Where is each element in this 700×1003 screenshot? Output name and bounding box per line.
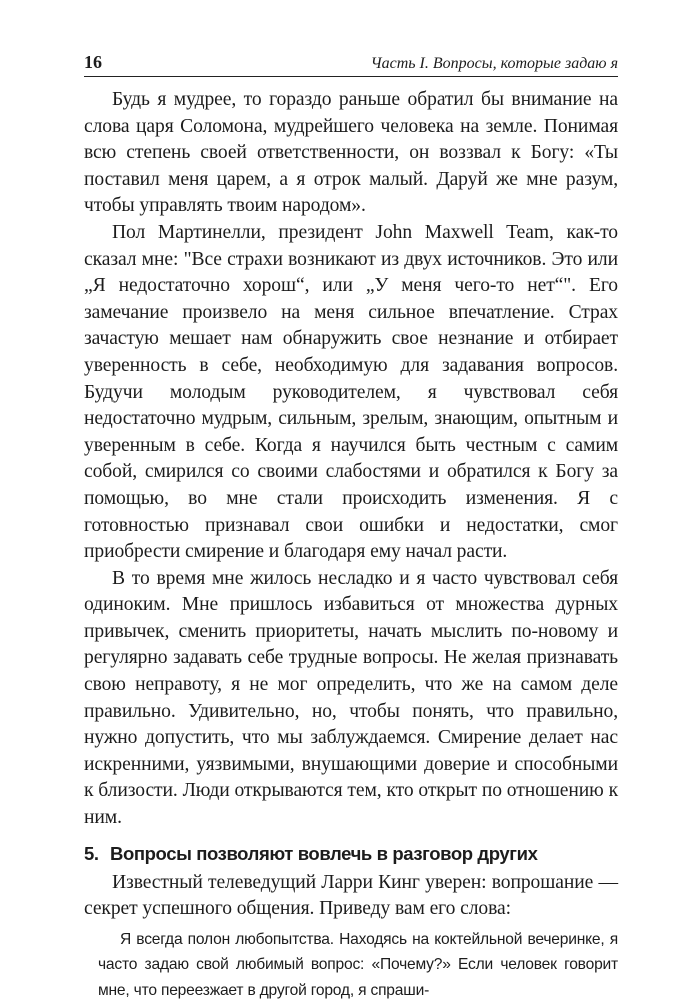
page-header bbox=[84, 46, 618, 77]
page-body bbox=[84, 87, 618, 1003]
section-number: 5. bbox=[84, 842, 99, 864]
block-quote: Я всегда полон любопытства. Находясь на коктейльной вечеринке, я часто задаю свой любимый вопрос: «Почему?» Если человек говорит мне, что переезжает в другой город, я спраши- bbox=[98, 930, 618, 999]
section-title: Вопросы позволяют вовлечь в разговор других bbox=[110, 842, 538, 864]
paragraph-3: В то время мне жилось несладко и я часто чувствовал себя одиноким. Мне пришлось избавиться от множества дурных привычек, сменить приоритеты, начать мыслить по-новому и регулярно задавать себе трудные вопросы. Не желая признавать свою неправоту, я не мог определить, что же на самом деле правильно. Удивительно, но, чтобы понять, что правильно, нужно допустить, что мы заблуждаемся. Смирение делает нас искренними, уязвимыми, внушающими доверие и способными к близости. Люди открываются тем, кто открыт по отношению к ним. bbox=[84, 567, 618, 829]
section-heading bbox=[84, 840, 618, 867]
section-paragraph: Известный телеведущий Ларри Кинг уверен: вопрошание — секрет успешного общения. Приведу вам его слова: bbox=[84, 871, 618, 920]
paragraph-1: Будь я мудрее, то гораздо раньше обратил бы внимание на слова царя Соломона, мудрейшего человека на земле. Понимая всю степень своей ответственности, он воззвал к Богу: «Ты поставил меня царем, а я отрок малый. Даруй же мне разум, чтобы управлять твоим народом». bbox=[84, 89, 618, 217]
page-number: 16 bbox=[84, 52, 102, 72]
paragraph-2: Пол Мартинелли, президент John Maxwell Team, как-то сказал мне: "Все страхи возникают из двух источников. Это или „Я недостаточно хорош“, или „У меня чего-то нет“". Его замечание произвело на меня сильное впечатление. Страх зачастую мешает нам обнаружить свое незнание и отбирает уверенность в себе, необходимую для задавания вопросов. Будучи молодым руководителем, я чувствовал себя недостаточно мудрым, сильным, зрелым, знающим, опытным и уверенным в себе. Когда я научился быть честным с самим собой, смирился со своими слабостями и обратился к Богу за помощью, во мне стали происходить изменения. Я с готовностью признавал свои ошибки и недостатки, смог приобрести смирение и благодаря ему начал расти. bbox=[84, 221, 618, 563]
running-head: Часть I. Вопросы, которые задаю я bbox=[370, 55, 618, 72]
